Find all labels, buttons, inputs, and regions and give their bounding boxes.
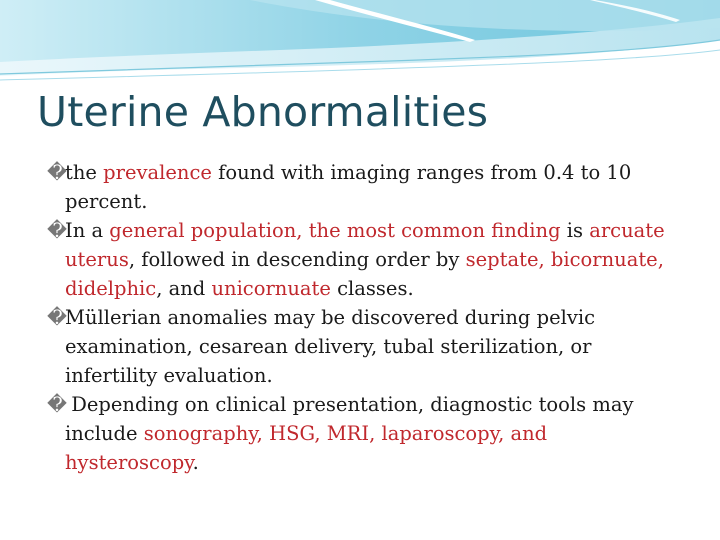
highlighted-text: sonography, HSG, MRI, laparoscopy, and hysteroscopy [65,422,548,474]
bullet-text: is [560,219,590,242]
highlighted-text: general population, the most common finding [109,219,561,242]
highlighted-text: unicornuate [211,277,331,300]
bullet-text: classes. [330,277,414,300]
bullet-marker-icon: � [47,161,67,184]
bullet-item [47,303,687,390]
bullet-marker-icon: � [47,393,67,416]
bullet-text: found with imaging ranges from 0.4 to 10 percent. [65,161,632,213]
bullet-marker-icon: � [47,306,67,329]
bullet-text: . [192,451,199,474]
bullet-text: , and [156,277,212,300]
highlighted-text: prevalence [103,161,212,184]
bullet-text: Müllerian anomalies may be discovered during pelvic examination, cesarean delivery, tubal sterilization, or infertility evaluation. [65,306,596,387]
bullet-text: , followed in descending order by [128,248,466,271]
bullet-item [47,158,687,216]
header-wave-decoration [0,0,720,90]
bullet-text: In a [65,219,110,242]
slide-title: Uterine Abnormalities [37,88,489,136]
bullet-list [47,158,687,477]
bullet-text: Depending on clinical presentation, diagnostic tools may include [65,393,634,445]
bullet-marker-icon: � [47,219,67,242]
bullet-item [47,216,687,303]
highlighted-text: septate, bicornuate, didelphic [65,248,664,300]
bullet-item [47,390,687,477]
highlighted-text: arcuate uterus [65,219,665,271]
bullet-text: the [65,161,104,184]
